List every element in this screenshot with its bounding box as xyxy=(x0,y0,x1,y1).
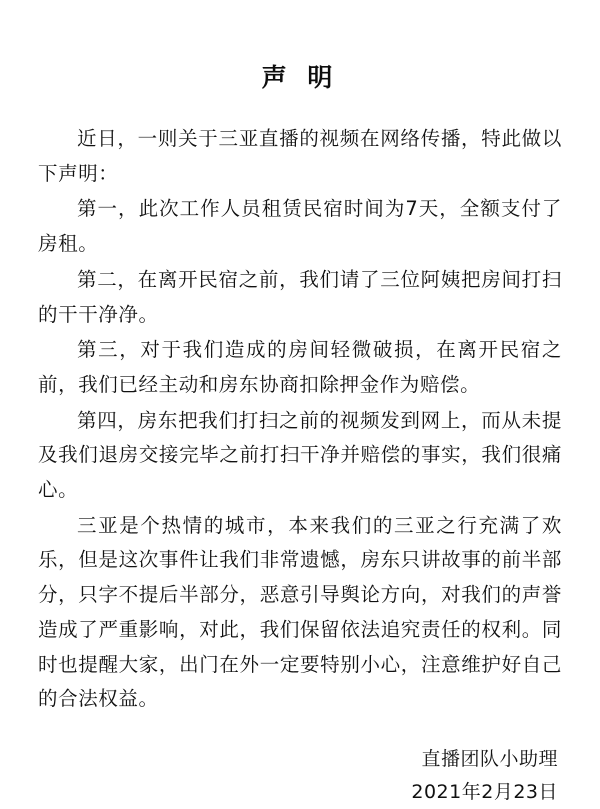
signature-date: 2021年2月23日 xyxy=(411,781,558,804)
paragraph: 三亚是个热情的城市，本来我们的三亚之行充满了欢乐，但是这次事件让我们非常遗憾，房东只讲故事的前半部分，只字不提后半部分，恶意引导舆论方向，对我们的声誉造成了严重影响，对此，我们保留依法追究责任的权利。同时也提醒大家，出门在外一定要特别小心，注意维护好自己的合法权益。 xyxy=(38,513,562,711)
paragraph: 第二，在离开民宿之前，我们请了三位阿姨把房间打扫的干干净净。 xyxy=(38,267,562,326)
signature-block xyxy=(38,743,562,809)
paragraph: 第三，对于我们造成的房间轻微破损，在离开民宿之前，我们已经主动和房东协商扣除押金作为赔偿。 xyxy=(38,338,562,396)
document-title: 声 明 xyxy=(261,63,339,92)
statement-document xyxy=(0,58,600,809)
paragraph: 近日，一则关于三亚直播的视频在网络传播，特此做以下声明： xyxy=(38,127,562,185)
document-body xyxy=(38,122,562,717)
paragraph: 第四，房东把我们打扫之前的视频发到网上，而从未提及我们退房交接完毕之前打扫干净并赔偿的事实，我们很痛心。 xyxy=(38,408,562,502)
signature-author: 直播团队小助理 xyxy=(421,747,558,770)
paragraph: 第一，此次工作人员租赁民宿时间为7天，全额支付了房租。 xyxy=(38,197,562,256)
